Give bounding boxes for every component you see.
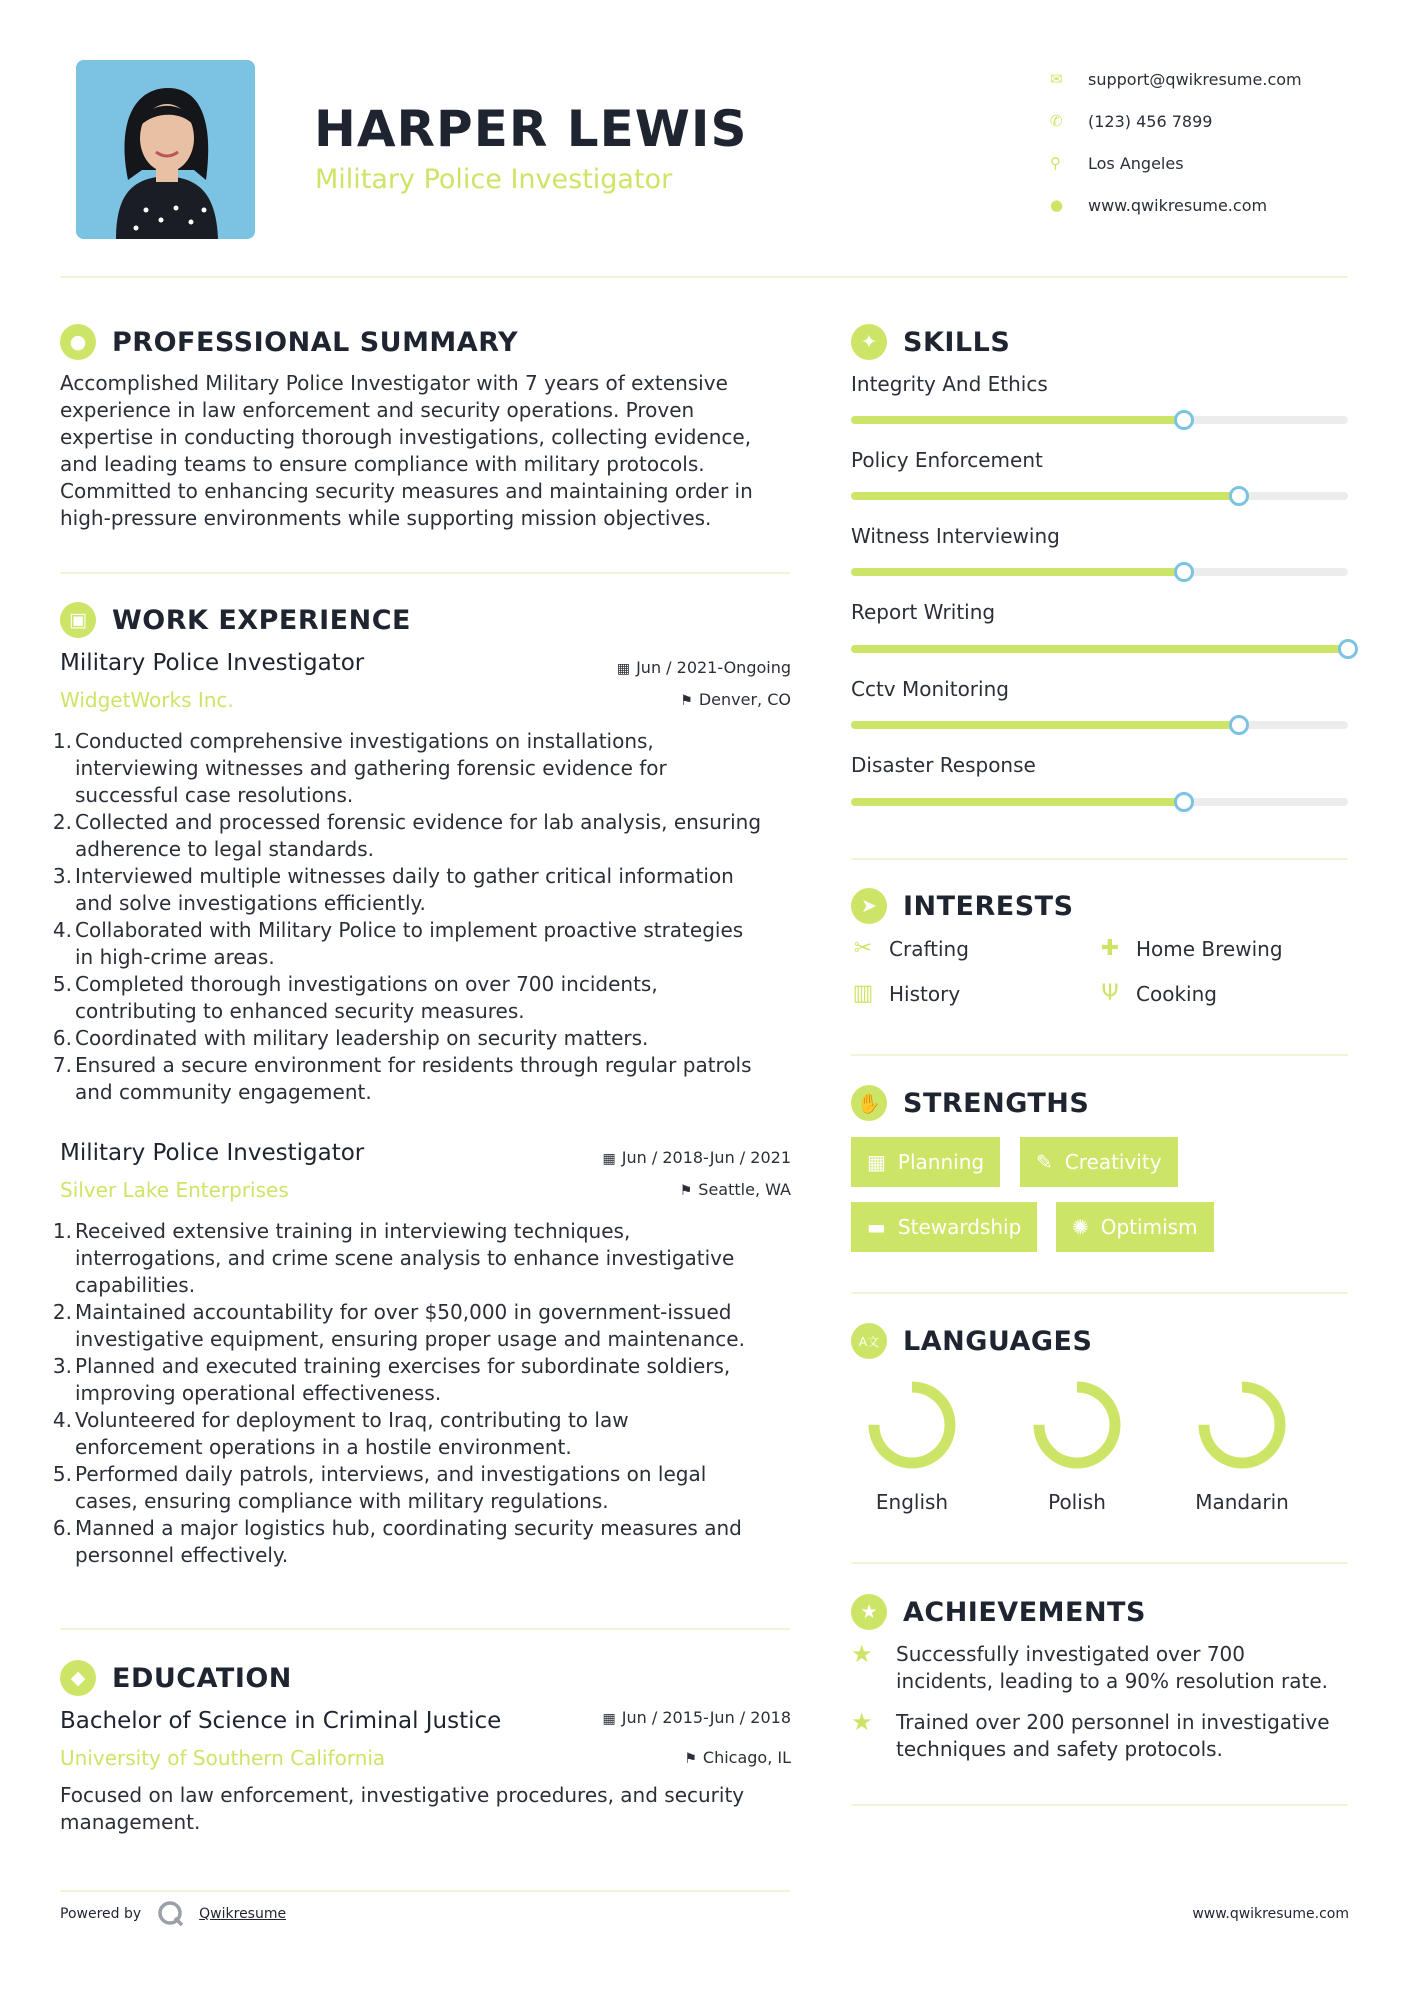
graduation-icon: ◆ bbox=[60, 1660, 96, 1696]
skill-label: Witness Interviewing bbox=[851, 524, 1060, 548]
skill-bar bbox=[851, 645, 1348, 653]
strength-tag bbox=[851, 1137, 1000, 1187]
interest-item bbox=[1098, 981, 1217, 1006]
summary-line: Committed to enhancing security measures and maintaining order in bbox=[60, 479, 753, 503]
job-location-text: Seattle, WA bbox=[698, 1180, 791, 1199]
education-date-text: Jun / 2015-Jun / 2018 bbox=[621, 1708, 791, 1727]
hand-icon: ✋ bbox=[851, 1085, 887, 1121]
item-number: 4. bbox=[52, 1408, 72, 1432]
item-line: capabilities. bbox=[75, 1273, 196, 1297]
company-name: WidgetWorks Inc. bbox=[60, 688, 234, 712]
contact-website bbox=[1050, 184, 1380, 226]
achievement-item bbox=[851, 1709, 1330, 1763]
job-bullets bbox=[52, 1218, 802, 1569]
interests-divider bbox=[851, 1054, 1348, 1056]
language-gauge bbox=[842, 1375, 982, 1479]
strengths-heading bbox=[851, 1085, 1089, 1121]
education-line: management. bbox=[60, 1810, 201, 1834]
skill-label: Cctv Monitoring bbox=[851, 677, 1009, 701]
contact-info bbox=[1050, 58, 1380, 226]
list-item bbox=[52, 1353, 802, 1407]
strength-tag bbox=[851, 1202, 1037, 1252]
contact-phone bbox=[1050, 100, 1380, 142]
interest-label: Home Brewing bbox=[1136, 936, 1283, 961]
job-date bbox=[603, 1148, 791, 1167]
job-date-text: Jun / 2021-Ongoing bbox=[636, 658, 791, 677]
calendar-icon: ▦ bbox=[867, 1150, 886, 1174]
item-number: 3. bbox=[52, 1354, 72, 1378]
item-line: Coordinated with military leadership on security matters. bbox=[75, 1026, 649, 1050]
skill-fill bbox=[851, 568, 1184, 576]
skill-label: Disaster Response bbox=[851, 753, 1036, 777]
interest-label: Crafting bbox=[889, 936, 969, 961]
languages-heading bbox=[851, 1323, 1092, 1359]
item-number: 5. bbox=[52, 972, 72, 996]
work-title: WORK EXPERIENCE bbox=[112, 604, 411, 636]
paper-plane-icon: ➤ bbox=[851, 888, 887, 924]
achievements-heading bbox=[851, 1594, 1146, 1630]
summary-text bbox=[60, 370, 800, 532]
job-bullets bbox=[52, 728, 802, 1106]
footer-powered bbox=[60, 1900, 286, 1928]
map-pin-icon: ⚲ bbox=[1050, 154, 1061, 172]
strength-label: Creativity bbox=[1064, 1150, 1162, 1174]
skills-title: SKILLS bbox=[903, 326, 1011, 358]
interests-title: INTERESTS bbox=[903, 890, 1074, 922]
skill-label: Policy Enforcement bbox=[851, 448, 1043, 472]
job-date-text: Jun / 2018-Jun / 2021 bbox=[621, 1148, 791, 1167]
briefcase-icon: ▣ bbox=[60, 602, 96, 638]
interest-label: Cooking bbox=[1136, 981, 1217, 1006]
list-item bbox=[52, 728, 802, 809]
item-line: interrogations, and crime scene analysis to enhance investigative bbox=[75, 1246, 735, 1270]
skill-bar bbox=[851, 721, 1348, 729]
education-location bbox=[684, 1748, 791, 1767]
skill-bar bbox=[851, 492, 1348, 500]
summary-divider bbox=[60, 572, 790, 574]
skill-knob[interactable] bbox=[1174, 792, 1194, 812]
gauge-arc bbox=[1039, 1387, 1115, 1463]
language-gauge bbox=[1007, 1375, 1147, 1479]
brand-link[interactable]: Qwikresume bbox=[199, 1906, 287, 1922]
phone-icon: ✆ bbox=[1050, 112, 1063, 130]
calendar-icon: ▦ bbox=[602, 1151, 616, 1167]
education-title: EDUCATION bbox=[112, 1662, 292, 1694]
interests-heading bbox=[851, 888, 1074, 924]
interest-item bbox=[851, 936, 969, 961]
item-number: 1. bbox=[52, 729, 72, 753]
achievement-line: Successfully investigated over 700 bbox=[896, 1642, 1246, 1666]
summary-title: PROFESSIONAL SUMMARY bbox=[112, 326, 519, 358]
contact-email bbox=[1050, 58, 1380, 100]
list-item bbox=[52, 809, 802, 863]
item-line: and community engagement. bbox=[75, 1080, 372, 1104]
item-line: in high-crime areas. bbox=[75, 945, 275, 969]
item-line: Interviewed multiple witnesses daily to gather critical information bbox=[75, 864, 734, 888]
item-line: Collected and processed forensic evidence for lab analysis, ensuring bbox=[75, 810, 762, 834]
item-number: 2. bbox=[52, 1300, 72, 1324]
achievements-title: ACHIEVEMENTS bbox=[903, 1596, 1146, 1628]
summary-line: Accomplished Military Police Investigator with 7 years of extensive bbox=[60, 371, 728, 395]
item-line: successful case resolutions. bbox=[75, 783, 354, 807]
skill-bar bbox=[851, 416, 1348, 424]
list-item bbox=[52, 1407, 802, 1461]
list-item bbox=[52, 863, 802, 917]
skill-fill bbox=[851, 416, 1184, 424]
calendar-icon: ▦ bbox=[602, 1711, 616, 1727]
skill-label: Integrity And Ethics bbox=[851, 372, 1048, 396]
star-icon: ★ bbox=[851, 1640, 873, 1668]
list-item bbox=[52, 1299, 802, 1353]
candidate-title: Military Police Investigator bbox=[315, 164, 673, 195]
strength-label: Optimism bbox=[1100, 1215, 1198, 1239]
education-location-text: Chicago, IL bbox=[702, 1748, 791, 1767]
header-divider bbox=[60, 276, 1348, 278]
interest-label: History bbox=[889, 981, 961, 1006]
item-line: personnel effectively. bbox=[75, 1543, 289, 1567]
skill-fill bbox=[851, 645, 1348, 653]
languages-title: LANGUAGES bbox=[903, 1325, 1093, 1357]
website-text[interactable]: www.qwikresume.com bbox=[1088, 195, 1268, 215]
candidate-name: HARPER LEWIS bbox=[314, 100, 748, 158]
summary-line: high-pressure environments while supporting mission objectives. bbox=[60, 506, 712, 530]
skill-knob[interactable] bbox=[1174, 562, 1194, 582]
education-heading bbox=[60, 1660, 292, 1696]
footer-divider bbox=[60, 1890, 790, 1892]
achievement-line: incidents, leading to a 90% resolution rate. bbox=[896, 1669, 1329, 1693]
work-divider bbox=[60, 1628, 790, 1630]
calendar-icon: ▦ bbox=[616, 661, 631, 677]
pin-icon: ⚑ bbox=[679, 1183, 693, 1199]
phone-text: (123) 456 7899 bbox=[1088, 111, 1213, 131]
item-line: improving operational effectiveness. bbox=[75, 1381, 442, 1405]
language-label: Mandarin bbox=[1195, 1490, 1289, 1514]
list-item bbox=[52, 1461, 802, 1515]
item-line: Volunteered for deployment to Iraq, contributing to law bbox=[75, 1408, 629, 1432]
list-item bbox=[52, 1052, 802, 1106]
summary-line: experience in law enforcement and security operations. Proven bbox=[60, 398, 695, 422]
list-item bbox=[52, 971, 802, 1025]
job-location-text: Denver, CO bbox=[698, 690, 791, 709]
item-number: 6. bbox=[52, 1516, 72, 1540]
interest-item bbox=[1098, 936, 1283, 961]
strength-tag bbox=[1020, 1137, 1178, 1187]
achievement-item bbox=[851, 1641, 1328, 1695]
achievement-line: techniques and safety protocols. bbox=[896, 1737, 1223, 1761]
skills-heading bbox=[851, 324, 1010, 360]
skill-label: Report Writing bbox=[851, 600, 996, 624]
item-number: 7. bbox=[52, 1053, 72, 1077]
item-line: investigative equipment, ensuring proper usage and maintenance. bbox=[75, 1327, 745, 1351]
language-icon: A文 bbox=[851, 1323, 887, 1359]
job-title: Military Police Investigator bbox=[60, 650, 365, 676]
item-line: Completed thorough investigations on over 700 incidents, bbox=[75, 972, 658, 996]
summary-heading bbox=[60, 324, 518, 360]
list-item bbox=[52, 1025, 802, 1052]
strength-label: Planning bbox=[897, 1150, 985, 1174]
job-location bbox=[680, 1180, 791, 1199]
item-number: 4. bbox=[52, 918, 72, 942]
scissors-icon: ✂ bbox=[853, 936, 873, 961]
qwikresume-logo-icon bbox=[157, 1900, 185, 1928]
job-location bbox=[680, 690, 791, 709]
puzzle-icon: ✚ bbox=[1100, 936, 1120, 961]
skill-fill bbox=[851, 721, 1239, 729]
item-line: Manned a major logistics hub, coordinating security measures and bbox=[75, 1516, 742, 1540]
achievements-divider bbox=[851, 1804, 1348, 1806]
languages-divider bbox=[851, 1562, 1348, 1564]
job-title: Military Police Investigator bbox=[60, 1140, 365, 1166]
skill-knob[interactable] bbox=[1174, 410, 1194, 430]
email-text[interactable]: support@qwikresume.com bbox=[1088, 69, 1302, 89]
skill-bar bbox=[851, 798, 1348, 806]
brush-icon: ✎ bbox=[1036, 1150, 1053, 1174]
language-gauge bbox=[1172, 1375, 1312, 1479]
utensils-icon: Ψ bbox=[1101, 981, 1119, 1006]
contact-location bbox=[1050, 142, 1380, 184]
job-date bbox=[617, 658, 791, 677]
education-text bbox=[60, 1782, 800, 1836]
item-line: Collaborated with Military Police to implement proactive strategies bbox=[75, 918, 744, 942]
item-line: contributing to enhanced security measures. bbox=[75, 999, 525, 1023]
lightbulb-icon: ✦ bbox=[851, 324, 887, 360]
item-number: 2. bbox=[52, 810, 72, 834]
achievement-line: Trained over 200 personnel in investigative bbox=[896, 1710, 1330, 1734]
item-line: cases, ensuring compliance with military regulations. bbox=[75, 1489, 609, 1513]
item-number: 1. bbox=[52, 1219, 72, 1243]
strength-tag bbox=[1056, 1202, 1214, 1252]
skill-fill bbox=[851, 492, 1239, 500]
briefcase-icon: ▬ bbox=[867, 1215, 886, 1239]
education-line: Focused on law enforcement, investigative procedures, and security bbox=[60, 1783, 745, 1807]
strength-label: Stewardship bbox=[897, 1215, 1022, 1239]
skill-knob[interactable] bbox=[1229, 486, 1249, 506]
strengths-title: STRENGTHS bbox=[903, 1087, 1090, 1119]
item-line: Received extensive training in interviewing techniques, bbox=[75, 1219, 631, 1243]
item-number: 5. bbox=[52, 1462, 72, 1486]
skill-fill bbox=[851, 798, 1184, 806]
skill-bar bbox=[851, 568, 1348, 576]
item-number: 3. bbox=[52, 864, 72, 888]
summary-line: and leading teams to ensure compliance with military protocols. bbox=[60, 452, 705, 476]
education-date bbox=[603, 1708, 791, 1727]
item-line: Maintained accountability for over $50,000 in government-issued bbox=[75, 1300, 732, 1324]
item-line: enforcement operations in a hostile environment. bbox=[75, 1435, 572, 1459]
item-line: and solve investigations efficiently. bbox=[75, 891, 426, 915]
item-number: 6. bbox=[52, 1026, 72, 1050]
skills-divider bbox=[851, 858, 1348, 860]
user-icon: ● bbox=[60, 324, 96, 360]
skill-knob[interactable] bbox=[1229, 715, 1249, 735]
location-text: Los Angeles bbox=[1088, 153, 1184, 173]
museum-icon: ▥ bbox=[852, 981, 874, 1006]
work-heading bbox=[60, 602, 411, 638]
item-line: Ensured a secure environment for residents through regular patrols bbox=[75, 1053, 752, 1077]
star-icon: ★ bbox=[851, 1594, 887, 1630]
school-name: University of Southern California bbox=[60, 1746, 386, 1770]
item-line: Planned and executed training exercises for subordinate soldiers, bbox=[75, 1354, 731, 1378]
star-icon: ★ bbox=[851, 1708, 873, 1736]
strengths-divider bbox=[851, 1292, 1348, 1294]
pin-icon: ⚑ bbox=[680, 693, 693, 709]
profile-photo bbox=[76, 60, 255, 239]
company-name: Silver Lake Enterprises bbox=[60, 1178, 289, 1202]
item-line: adherence to legal standards. bbox=[75, 837, 375, 861]
globe-icon: ● bbox=[1050, 196, 1064, 214]
summary-line: expertise in conducting thorough investigations, collecting evidence, bbox=[60, 425, 752, 449]
gauge-arc bbox=[1204, 1387, 1280, 1463]
item-line: Performed daily patrols, interviews, and investigations on legal bbox=[75, 1462, 707, 1486]
skill-knob[interactable] bbox=[1338, 639, 1358, 659]
item-line: interviewing witnesses and gathering forensic evidence for bbox=[75, 756, 667, 780]
powered-by-text: Powered by bbox=[60, 1906, 142, 1922]
interest-item bbox=[851, 981, 960, 1006]
envelope-icon: ✉ bbox=[1050, 70, 1063, 88]
list-item bbox=[52, 917, 802, 971]
item-line: Conducted comprehensive investigations on installations, bbox=[75, 729, 654, 753]
footer-url[interactable]: www.qwikresume.com bbox=[1192, 1906, 1349, 1922]
gauge-arc bbox=[874, 1387, 950, 1463]
degree-title: Bachelor of Science in Criminal Justice bbox=[60, 1708, 502, 1734]
pin-icon: ⚑ bbox=[684, 1751, 697, 1767]
language-label: English bbox=[875, 1490, 949, 1514]
language-label: Polish bbox=[1048, 1490, 1106, 1514]
list-item bbox=[52, 1515, 802, 1569]
sun-icon: ✺ bbox=[1072, 1215, 1089, 1239]
list-item bbox=[52, 1218, 802, 1299]
